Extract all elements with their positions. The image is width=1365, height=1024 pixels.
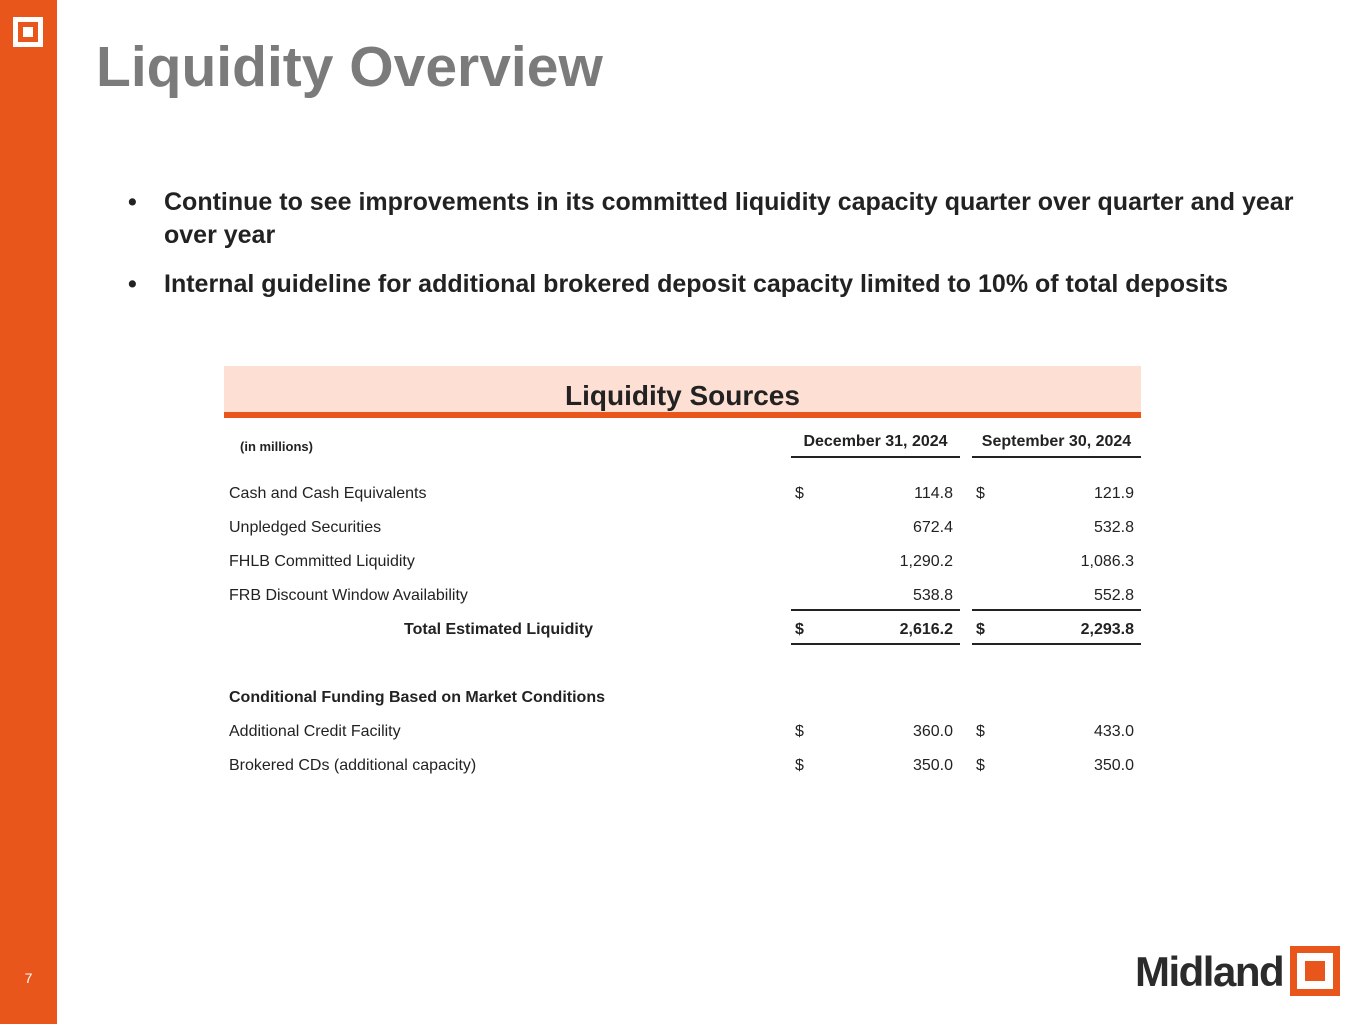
units-note: (in millions) (240, 439, 313, 454)
row-value-dec: 360.0 (912, 723, 953, 740)
row-label: Cash and Cash Equivalents (229, 485, 427, 502)
midland-square-logo-icon (1290, 946, 1340, 996)
total-value-sep: 2,293.8 (1080, 621, 1134, 638)
currency-symbol: $ (795, 757, 804, 774)
table-title: Liquidity Sources (565, 380, 800, 411)
bullet-text: Continue to see improvements in its committed liquidity capacity quarter over quarter and year over year (164, 188, 1294, 249)
row-value-sep: 532.8 (1093, 519, 1134, 536)
row-value-dec: 1,290.2 (899, 553, 953, 570)
currency-symbol: $ (976, 723, 985, 740)
row-value-dec: 350.0 (912, 757, 953, 774)
total-value-dec: 2,616.2 (899, 621, 953, 638)
row-value-sep: 433.0 (1093, 723, 1134, 740)
bullet-icon: • (128, 188, 137, 216)
row-value-dec: 538.8 (912, 587, 953, 604)
currency-symbol: $ (976, 485, 985, 502)
bullet-icon: • (128, 270, 137, 298)
bullet-item (128, 186, 1318, 252)
sidebar-band (0, 0, 57, 1024)
currency-symbol: $ (795, 723, 804, 740)
row-label: Unpledged Securities (229, 519, 382, 536)
row-value-dec: 672.4 (912, 519, 953, 536)
currency-symbol: $ (795, 485, 804, 502)
column-header-sep-2024: September 30, 2024 (981, 433, 1132, 450)
row-value-sep: 350.0 (1093, 757, 1134, 774)
column-header-underline (791, 456, 960, 458)
total-label: Total Estimated Liquidity (404, 621, 594, 638)
subtotal-rule (972, 609, 1141, 611)
total-rule (791, 643, 960, 645)
currency-symbol: $ (795, 621, 804, 638)
table-header-band (224, 366, 1141, 412)
row-value-sep: 552.8 (1093, 587, 1134, 604)
row-label: Additional Credit Facility (229, 723, 401, 740)
bullet-list (128, 186, 1318, 317)
column-header-underline (972, 456, 1141, 458)
midland-square-logo-icon (13, 17, 43, 47)
bullet-text: Internal guideline for additional brokered deposit capacity limited to 10% of total deposits (164, 270, 1229, 298)
currency-symbol: $ (976, 621, 985, 638)
brand-wordmark: Midland (1135, 948, 1284, 995)
total-rule (972, 643, 1141, 645)
page-number: 7 (24, 970, 33, 986)
row-label: Brokered CDs (additional capacity) (229, 757, 477, 774)
row-label: FRB Discount Window Availability (229, 587, 468, 604)
row-value-dec: 114.8 (914, 485, 953, 502)
subtotal-rule (791, 609, 960, 611)
column-header-dec-2024: December 31, 2024 (803, 433, 948, 450)
bullet-item (128, 268, 1318, 301)
row-value-sep: 121.9 (1093, 485, 1134, 502)
row-label: FHLB Committed Liquidity (229, 553, 415, 570)
currency-symbol: $ (976, 757, 985, 774)
row-value-sep: 1,086.3 (1080, 553, 1134, 570)
page-title: Liquidity Overview (96, 35, 603, 99)
table-header-rule (224, 412, 1141, 418)
section-heading: Conditional Funding Based on Market Conditions (229, 689, 605, 706)
